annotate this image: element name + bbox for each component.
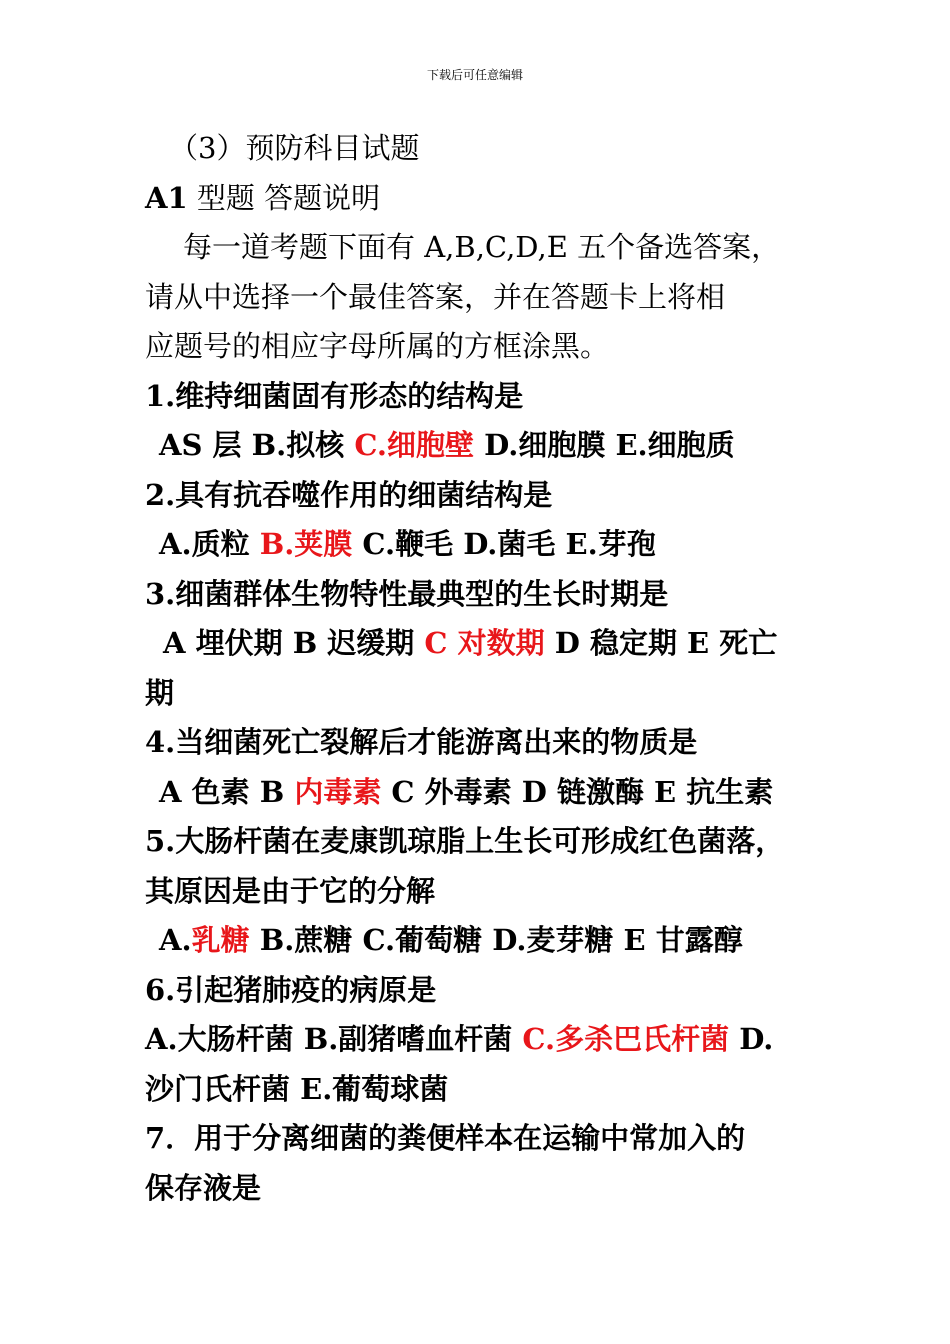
q6-option-e: E.葡萄球菌 (300, 1071, 449, 1106)
question-4-options (145, 768, 835, 818)
q4-option-b-letter: B (259, 774, 295, 809)
instruction-line-2: 请从中选择一个最佳答案，并在答题卡上将相 (145, 279, 726, 314)
question-5-stem-2: 其原因是由于它的分解 (145, 873, 436, 908)
q6-option-a: A.大肠杆菌 (145, 1022, 304, 1056)
q5-option-a-letter: A. (159, 923, 192, 957)
question-3-options (145, 619, 835, 669)
q3-option-b: B 迟缓期 (292, 626, 425, 660)
document-body (145, 124, 835, 1213)
q6-option-d: D. (729, 1022, 774, 1056)
q6-option-d-text: 沙门氏杆菌 (145, 1071, 301, 1106)
q5-option-d: D.麦芽糖 (492, 923, 624, 957)
question-7-stem-1: 7．用于分离细菌的粪便样本在运输中常加入的 (145, 1121, 746, 1155)
section-title: （3）预防科目试题 (169, 131, 420, 165)
q1-option-d: D.细胞膜 (474, 428, 616, 462)
q5-option-e: E 甘露醇 (623, 923, 743, 957)
q5-option-a-answer: 乳糖 (191, 923, 250, 957)
q3-option-d: D 稳定期 (544, 626, 688, 660)
question-6-options (145, 1015, 835, 1065)
page-header: 下载后可任意编辑 (426, 68, 523, 82)
q4-option-c: C 外毒素 (381, 774, 522, 809)
q1-option-b: B.拟核 (251, 428, 355, 462)
q4-option-a: A 色素 (159, 774, 260, 809)
q2-option-c: C.鞭毛 (352, 527, 464, 561)
q2-option-b-answer: B.荚膜 (259, 527, 353, 561)
q2-option-d: D.菌毛 (463, 527, 566, 561)
q4-option-e: E 抗生素 (654, 774, 774, 809)
question-5-stem-1: 5.大肠杆菌在麦康凯琼脂上生长可形成红色菌落， (145, 824, 785, 858)
question-2-stem: 2.具有抗吞噬作用的细菌结构是 (145, 477, 553, 512)
question-1-options (145, 421, 835, 471)
question-4-stem: 4.当细菌死亡裂解后才能游离出来的物质是 (145, 725, 698, 759)
q6-option-b: B.副猪嗜血杆菌 (303, 1022, 523, 1056)
q2-option-e: E.芽孢 (565, 527, 656, 561)
q1-option-c-answer: C.细胞壁 (354, 428, 475, 462)
q5-option-c: C.葡萄糖 (362, 923, 493, 957)
q1-option-e: E.细胞质 (615, 428, 735, 462)
a1-label: A1 (145, 180, 188, 215)
question-7-stem-2: 保存液是 (145, 1170, 262, 1205)
q3-option-a: A 埋伏期 (163, 626, 293, 660)
a1-heading-text: 型题 答题说明 (187, 180, 381, 215)
question-5-options (145, 916, 835, 966)
question-6-options-cont (145, 1065, 835, 1115)
q2-option-a: A.质粒 (159, 527, 260, 561)
question-3-stem: 3.细菌群体生物特性最典型的生长时期是 (145, 576, 669, 611)
q1-option-a: AS 层 (159, 428, 252, 462)
q3-option-c-answer: C 对数期 (424, 626, 545, 660)
question-3-options-cont: 期 (145, 675, 175, 710)
q4-option-d: D 链激酶 (521, 774, 655, 809)
instruction-line-3: 应题号的相应字母所属的方框涂黑。 (145, 329, 610, 363)
question-1-stem: 1.维持细菌固有形态的结构是 (145, 378, 524, 413)
a1-heading (145, 174, 835, 224)
q6-option-c-answer: C.多杀巴氏杆菌 (522, 1022, 730, 1056)
question-6-stem: 6.引起猪肺疫的病原是 (145, 972, 437, 1007)
q5-option-b: B.蔗糖 (249, 923, 363, 957)
question-2-options (145, 520, 835, 570)
q3-option-e: E 死亡 (687, 626, 778, 660)
instruction-line-1: 每一道考题下面有 A,B,C,D,E 五个备选答案， (183, 230, 781, 264)
q4-option-b-answer: 内毒素 (294, 774, 382, 809)
